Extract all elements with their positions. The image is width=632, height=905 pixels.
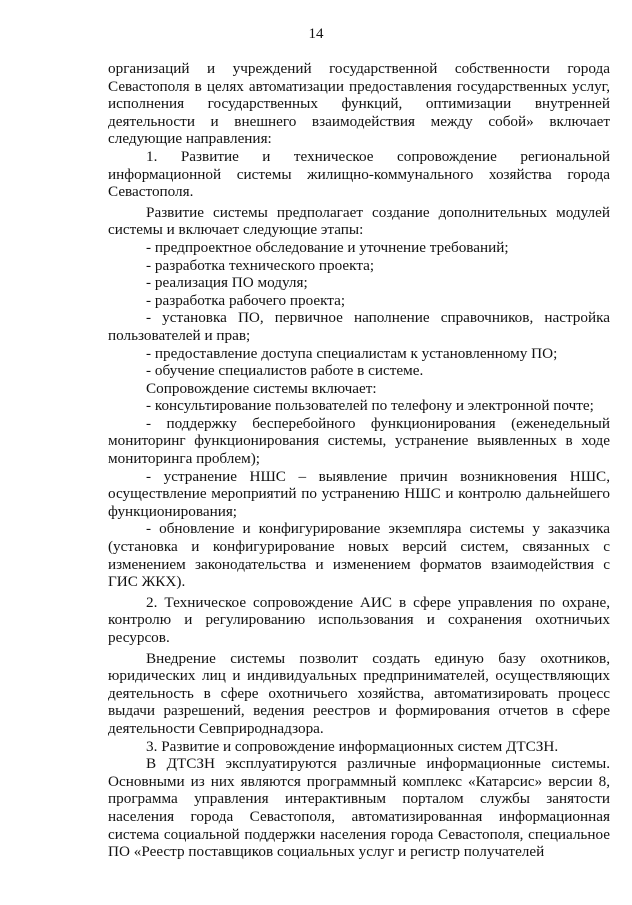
list-item: - устранение НШС – выявление причин возникновения НШС, осуществление мероприятий по устранению НШС и контролю дальнейшего функционирования; bbox=[108, 467, 610, 520]
list-item: - консультирование пользователей по телефону и электронной почте; bbox=[146, 397, 594, 415]
paragraph: Внедрение системы позволит создать единую базу охотников, юридических лиц и индивидуальных предпринимателей, осуществляющих деятельность в сфере охотничьего хозяйства, автоматизировать процесс выдачи разрешений, ведения реестров и формирования отчетов в сфере деятельности Севприроднадзора. bbox=[108, 649, 610, 737]
list-item: - предоставление доступа специалистам к установленному ПО; bbox=[146, 344, 558, 362]
document-body bbox=[108, 60, 610, 861]
list-item: - предпроектное обследование и уточнение требований; bbox=[146, 238, 509, 256]
paragraph: 2. Техническое сопровождение АИС в сфере управления по охране, контролю и регулированию использования и сохранения охотничьих ресурсов. bbox=[108, 593, 610, 646]
paragraph: В ДТСЗН эксплуатируются различные информационные системы. Основными из них являются программный комплекс «Катарсис» версии 8, программа управления интерактивным порталом службы занятости населения города Севастополя, автоматизированная информационная система социальной поддержки населения города Севастополя, специальное ПО «Реестр поставщиков социальных услуг и регистр получателей bbox=[108, 755, 610, 861]
paragraph: организаций и учреждений государственной собственности города Севастополя в целях автоматизации предоставления государственных услуг, исполнения государственных функций, оптимизации внутренней деятельности и внешнего взаимодействия между собой» включает следующие направления: bbox=[108, 60, 610, 148]
list-item: - установка ПО, первичное наполнение справочников, настройка пользователей и прав; bbox=[108, 309, 610, 344]
list-item: - обучение специалистов работе в системе. bbox=[146, 362, 424, 380]
list-item: - разработка рабочего проекта; bbox=[146, 291, 346, 309]
list-item: - реализация ПО модуля; bbox=[146, 274, 308, 292]
paragraph: 3. Развитие и сопровождение информационных систем ДТСЗН. bbox=[146, 737, 559, 755]
list-item: - обновление и конфигурирование экземпляра системы у заказчика (установка и конфигурирование новых версий систем, связанных с изменением законодательства и изменением форматов взаимодействия с ГИС ЖКХ). bbox=[108, 520, 610, 591]
paragraph: Развитие системы предполагает создание дополнительных модулей системы и включает следующие этапы: bbox=[108, 203, 610, 239]
list-item: - разработка технического проекта; bbox=[146, 256, 375, 274]
page-number: 14 bbox=[308, 26, 324, 42]
paragraph: 1. Развитие и техническое сопровождение региональной информационной системы жилищно-коммунального хозяйства города Севастополя. bbox=[108, 147, 610, 201]
list-item: - поддержку бесперебойного функционирования (еженедельный мониторинг функционирования системы, устранение выявленных в ходе мониторинга проблем); bbox=[108, 414, 610, 468]
paragraph: Сопровождение системы включает: bbox=[146, 379, 377, 397]
